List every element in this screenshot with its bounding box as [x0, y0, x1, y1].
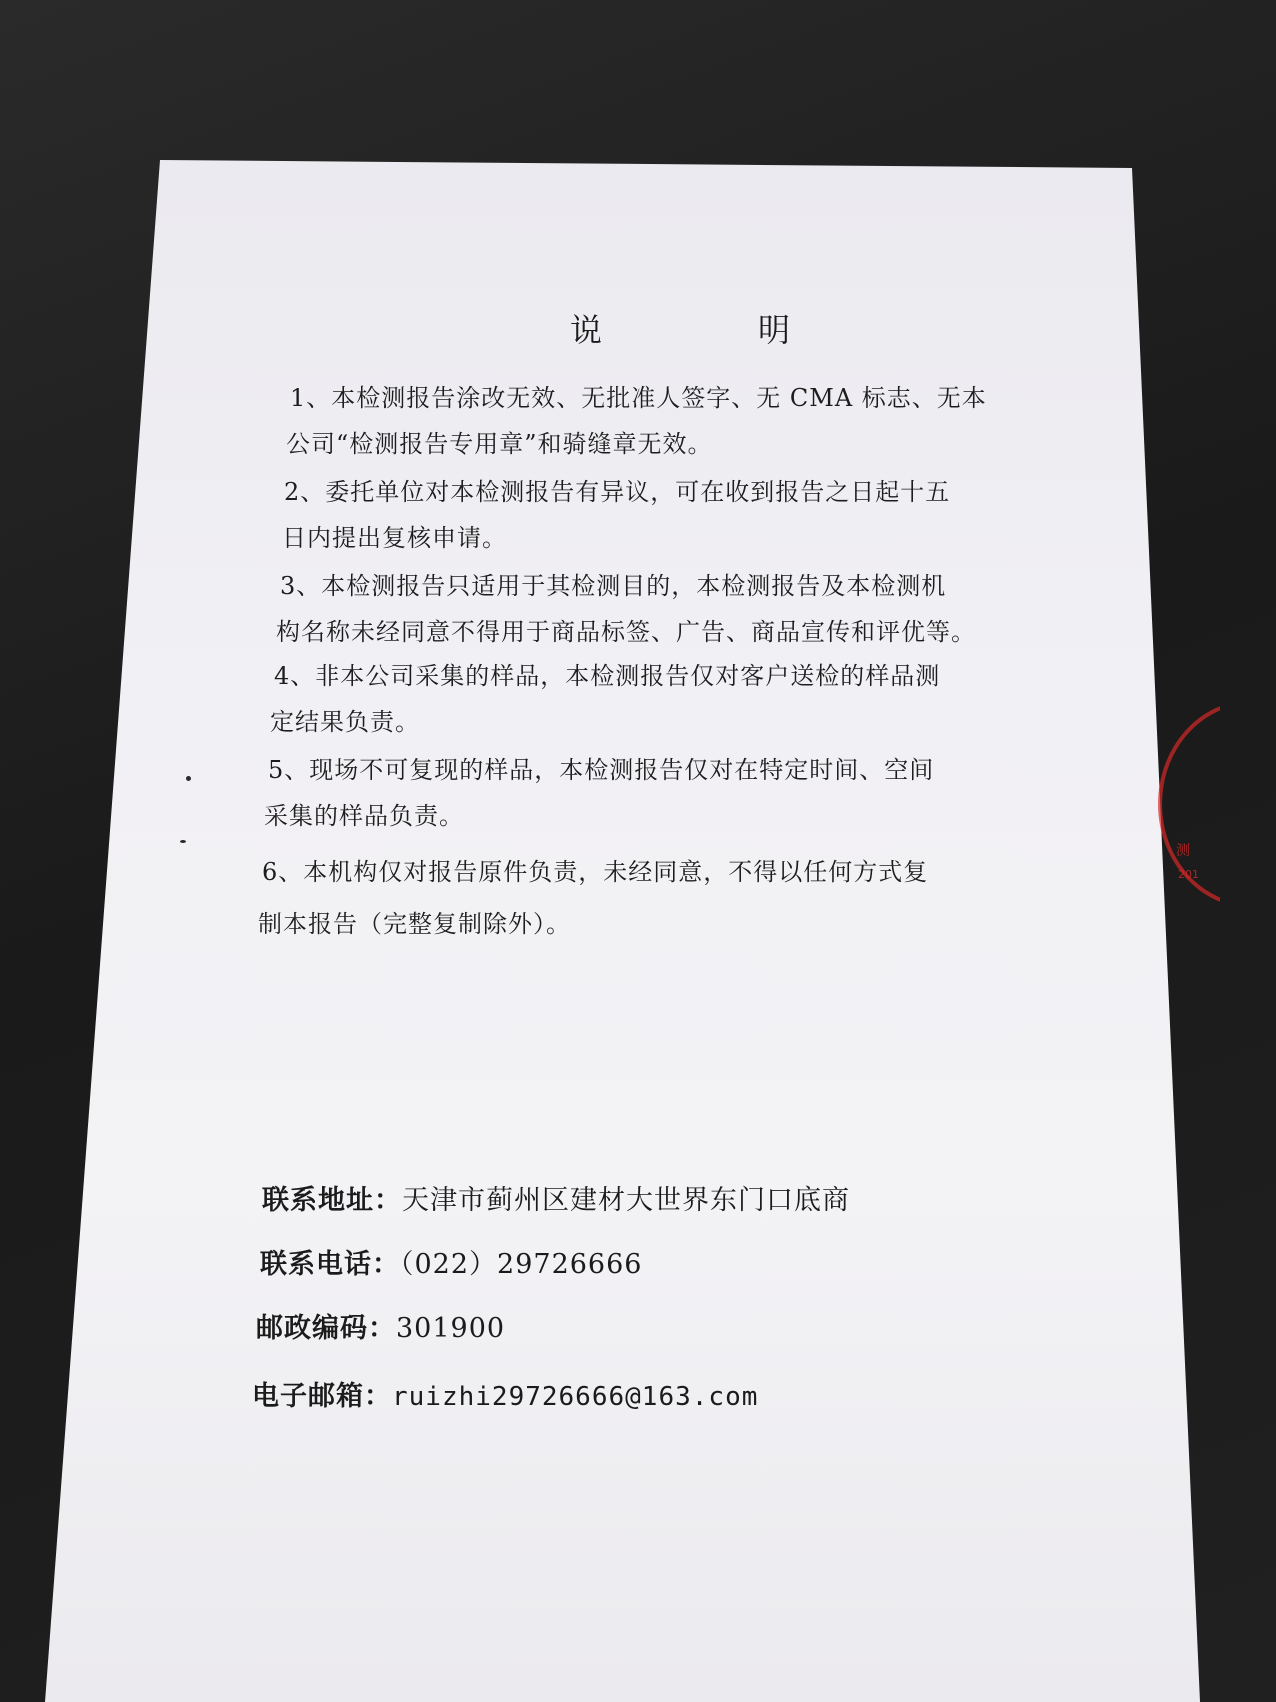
seal-text: 测	[1176, 843, 1190, 859]
notice-line: 公司“检测报告专用章”和骑缝章无效。	[286, 430, 713, 458]
contact-email	[252, 1374, 758, 1413]
speck-mark	[186, 776, 191, 781]
notice-line: 制本报告（完整复制除外）。	[258, 910, 571, 938]
notice-line: 3、本检测报告只适用于其检测目的，本检测报告及本检测机	[280, 572, 947, 600]
contact-address-value: 天津市蓟州区建材大世界东门口底商	[402, 1185, 850, 1216]
notice-line: 6、本机构仅对报告原件负责，未经同意，不得以任何方式复	[262, 858, 929, 886]
contact-postcode-label: 邮政编码：	[256, 1313, 396, 1344]
notice-line: 2、委托单位对本检测报告有异议，可在收到报告之日起十五	[284, 478, 951, 506]
contact-postcode-value: 301900	[396, 1313, 506, 1344]
page-title: 说 明	[570, 311, 853, 349]
contact-address-label: 联系地址：	[262, 1185, 402, 1216]
notice-line: 4、非本公司采集的样品，本检测报告仅对客户送检的样品测	[274, 662, 941, 690]
seal-text-year: 201	[1178, 868, 1199, 881]
contact-email-label: 电子邮箱：	[252, 1381, 392, 1412]
seal-stamp	[1150, 690, 1220, 910]
contact-postcode	[256, 1306, 505, 1345]
notice-line: 1、本检测报告涂改无效、无批准人签字、无 CMA 标志、无本	[290, 384, 987, 412]
contact-phone	[260, 1242, 642, 1281]
contact-phone-value: （022）29726666	[400, 1249, 643, 1280]
contact-email-value: ruizhi29726666@163.com	[392, 1382, 759, 1412]
contact-address	[262, 1178, 850, 1217]
speck-mark	[180, 840, 186, 843]
contact-phone-label: 联系电话：	[260, 1249, 400, 1280]
notice-line: 日内提出复核申请。	[282, 524, 507, 552]
notice-line: 5、现场不可复现的样品，本检测报告仅对在特定时间、空间	[268, 756, 935, 784]
notice-line: 构名称未经同意不得用于商品标签、广告、商品宣传和评优等。	[276, 618, 976, 646]
notice-line: 定结果负责。	[270, 708, 420, 736]
notice-line: 采集的样品负责。	[264, 802, 464, 830]
